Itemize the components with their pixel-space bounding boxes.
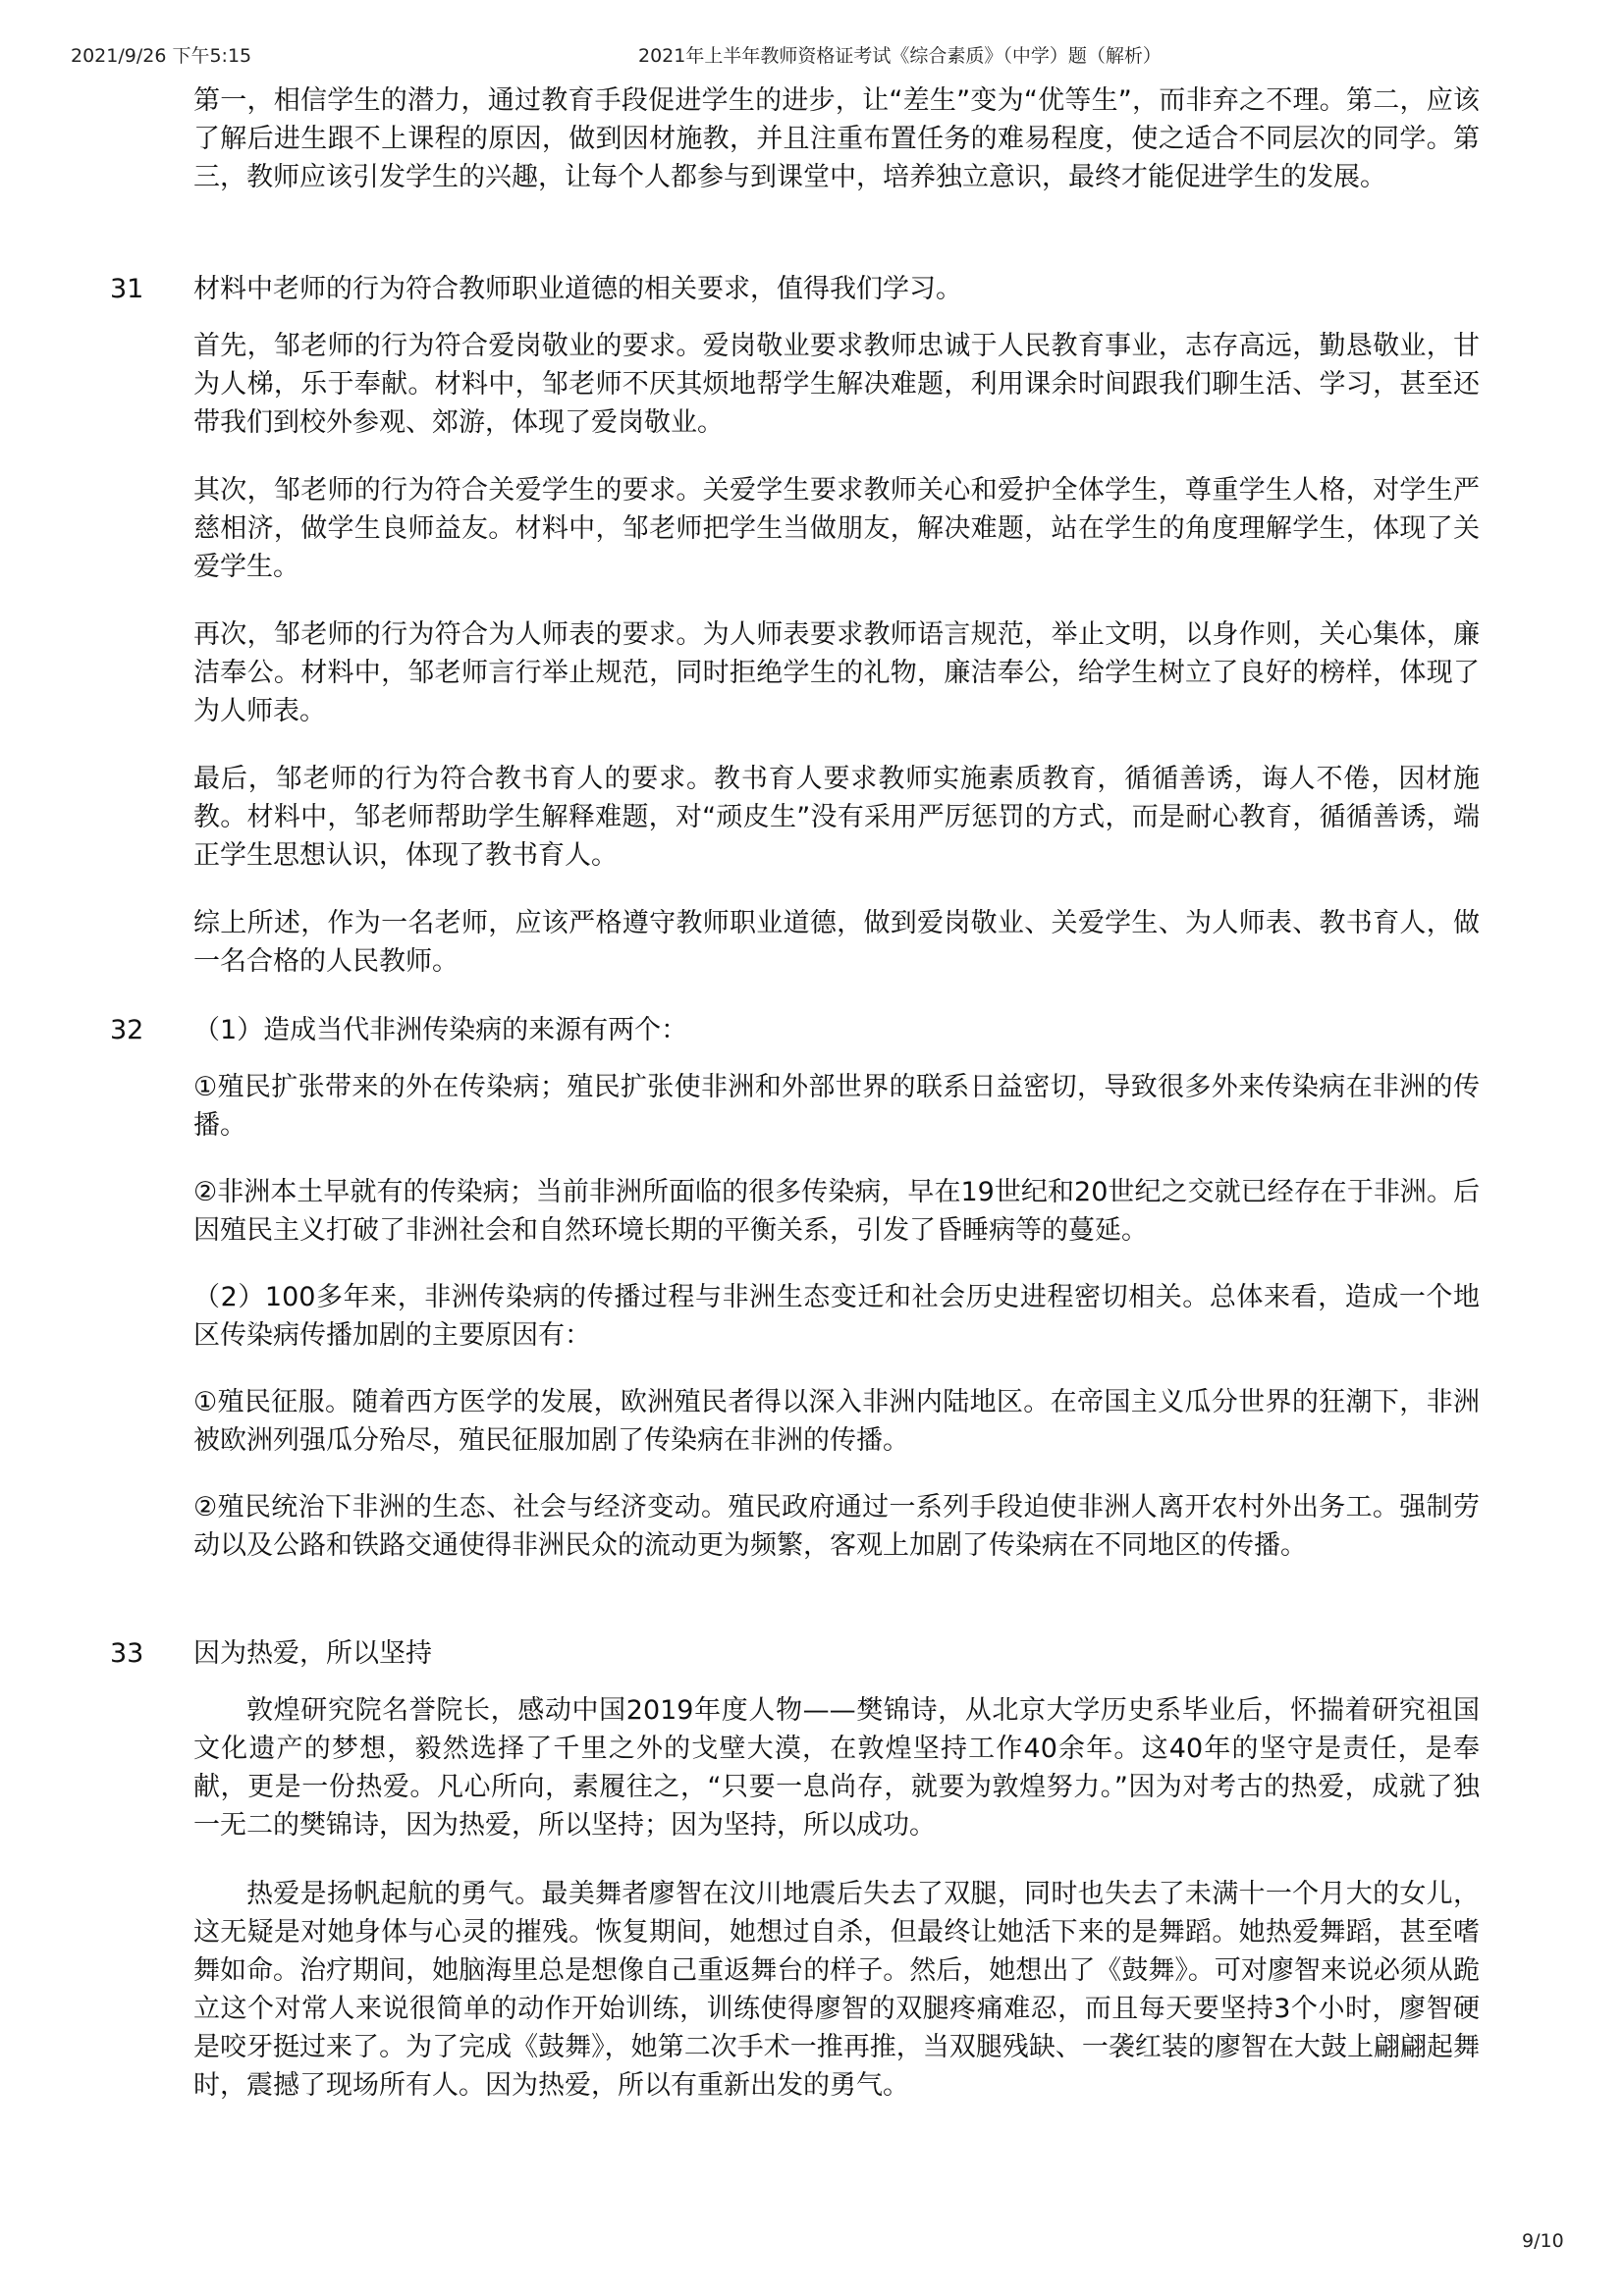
- q32-paragraph-3: （2）100多年来，非洲传染病的传播过程与非洲生态变迁和社会历史进程密切相关。总体来看，造成一个地区传染病传播加剧的主要原因有：: [193, 1282, 1480, 1351]
- q31-paragraph-2: 其次，邹老师的行为符合关爱学生的要求。关爱学生要求教师关心和爱护全体学生，尊重学生人格，对学生严慈相济，做学生良师益友。材料中，邹老师把学生当做朋友，解决难题，站在学生的角度理解学生，体现了关爱学生。: [193, 475, 1480, 582]
- question-number-32: 32: [110, 1015, 144, 1045]
- q31-lead: 材料中老师的行为符合教师职业道德的相关要求，值得我们学习。: [193, 274, 962, 304]
- q33-lead: 因为热爱，所以坚持: [193, 1638, 432, 1669]
- q32-paragraph-1: ①殖民扩张带来的外在传染病；殖民扩张使非洲和外部世界的联系日益密切，导致很多外来传染病在非洲的传播。: [193, 1072, 1480, 1141]
- q32-paragraph-4: ①殖民征服。随着西方医学的发展，欧洲殖民者得以深入非洲内陆地区。在帝国主义瓜分世界的狂潮下，非洲被欧洲列强瓜分殆尽，殖民征服加剧了传染病在非洲的传播。: [193, 1387, 1480, 1456]
- intro-paragraph: 第一，相信学生的潜力，通过教育手段促进学生的进步，让“差生”变为“优等生”，而非弃之不理。第二，应该了解后进生跟不上课程的原因，做到因材施教，并且注重布置任务的难易程度，使之适合不同层次的同学。第三，教师应该引发学生的兴趣，让每个人都参与到课堂中，培养独立意识，最终才能促进学生的发展。: [193, 85, 1480, 192]
- question-number-31: 31: [110, 274, 144, 304]
- q31-paragraph-4: 最后，邹老师的行为符合教书育人的要求。教书育人要求教师实施素质教育，循循善诱，诲人不倦，因材施教。材料中，邹老师帮助学生解释难题，对“顽皮生”没有采用严厉惩罚的方式，而是耐心教育，循循善诱，端正学生思想认识，体现了教书育人。: [193, 764, 1480, 871]
- header-datetime: 2021/9/26 下午5:15: [71, 45, 252, 67]
- q32-paragraph-2: ②非洲本土早就有的传染病；当前非洲所面临的很多传染病，早在19世纪和20世纪之交就已经存在于非洲。后因殖民主义打破了非洲社会和自然环境长期的平衡关系，引发了昏睡病等的蔓延。: [193, 1177, 1480, 1246]
- q33-paragraph-2: 热爱是扬帆起航的勇气。最美舞者廖智在汶川地震后失去了双腿，同时也失去了未满十一个月大的女儿，这无疑是对她身体与心灵的摧残。恢复期间，她想过自杀，但最终让她活下来的是舞蹈。她热爱舞蹈，甚至嗜舞如命。治疗期间，她脑海里总是想像自己重返舞台的样子。然后，她想出了《鼓舞》。可对廖智来说必须从跪立这个对常人来说很简单的动作开始训练，训练使得廖智的双腿疼痛难忍，而且每天要坚持3个小时，廖智硬是咬牙挺过来了。为了完成《鼓舞》，她第二次手术一推再推，当双腿残缺、一袭红装的廖智在大鼓上翩翩起舞时，震撼了现场所有人。因为热爱，所以有重新出发的勇气。: [193, 1879, 1480, 2101]
- q33-paragraph-1: 敦煌研究院名誉院长，感动中国2019年度人物——樊锦诗，从北京大学历史系毕业后，怀揣着研究祖国文化遗产的梦想，毅然选择了千里之外的戈壁大漠，在敦煌坚持工作40余年。这40年的坚守是责任，是奉献，更是一份热爱。凡心所向，素履往之，“只要一息尚存，就要为敦煌努力。”因为对考古的热爱，成就了独一无二的樊锦诗，因为热爱，所以坚持；因为坚持，所以成功。: [193, 1695, 1480, 1841]
- header-title: 2021年上半年教师资格证考试《综合素质》（中学）题（解析）: [638, 45, 1162, 67]
- page-number: 9/10: [1522, 2230, 1564, 2252]
- q31-paragraph-3: 再次，邹老师的行为符合为人师表的要求。为人师表要求教师语言规范，举止文明，以身作则，关心集体，廉洁奉公。材料中，邹老师言行举止规范，同时拒绝学生的礼物，廉洁奉公，给学生树立了良好的榜样，体现了为人师表。: [193, 619, 1480, 726]
- q32-lead: （1）造成当代非洲传染病的来源有两个：: [193, 1015, 688, 1045]
- q32-paragraph-5: ②殖民统治下非洲的生态、社会与经济变动。殖民政府通过一系列手段迫使非洲人离开农村外出务工。强制劳动以及公路和铁路交通使得非洲民众的流动更为频繁，客观上加剧了传染病在不同地区的传播。: [193, 1492, 1480, 1561]
- q31-paragraph-5: 综上所述，作为一名老师，应该严格遵守教师职业道德，做到爱岗敬业、关爱学生、为人师表、教书育人，做一名合格的人民教师。: [193, 908, 1480, 977]
- q31-paragraph-1: 首先，邹老师的行为符合爱岗敬业的要求。爱岗敬业要求教师忠诚于人民教育事业，志存高远，勤恳敬业，甘为人梯，乐于奉献。材料中，邹老师不厌其烦地帮学生解决难题，利用课余时间跟我们聊生活、学习，甚至还带我们到校外参观、郊游，体现了爱岗敬业。: [193, 331, 1480, 438]
- question-number-33: 33: [110, 1638, 144, 1669]
